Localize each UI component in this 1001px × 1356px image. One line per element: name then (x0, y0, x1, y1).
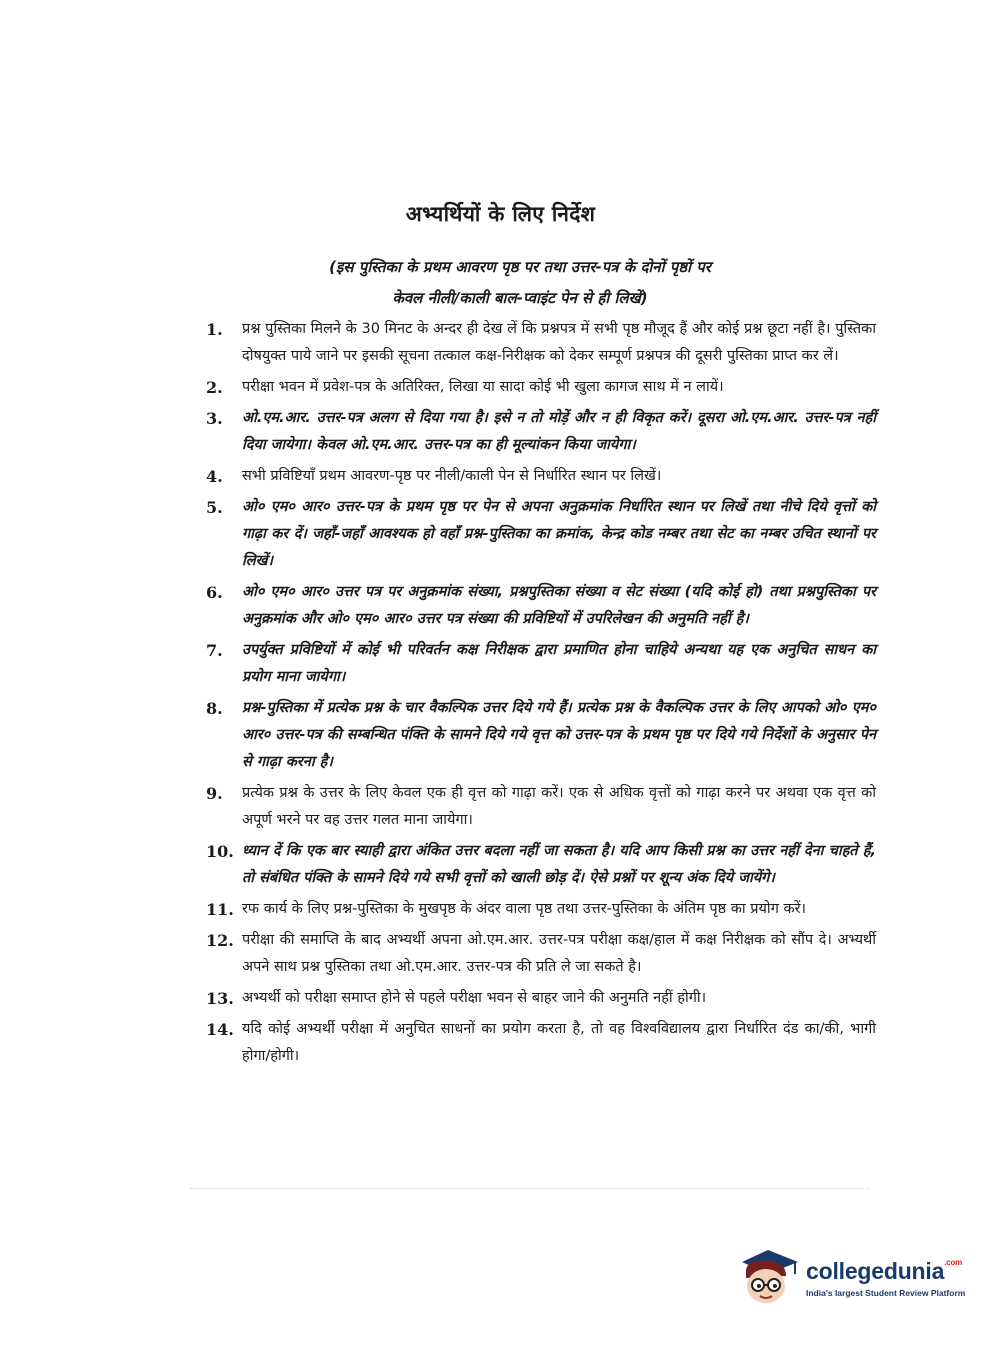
instruction-number: 4. (206, 467, 223, 486)
instruction-item (206, 1016, 876, 1070)
instruction-list (206, 316, 876, 1074)
instruction-number: 2. (206, 378, 223, 397)
instruction-number: 6. (206, 583, 223, 602)
instruction-item (206, 637, 876, 691)
instruction-text: परीक्षा भवन में प्रवेश-पत्र के अतिरिक्त, लिखा या सादा कोई भी खुला कागज साथ में न लायें। (242, 379, 724, 395)
instruction-number: 7. (206, 641, 223, 660)
instruction-text: उपर्युक्त प्रविष्टियों में कोई भी परिवर्तन कक्ष निरीक्षक द्वारा प्रमाणित होना चाहिये अन्यथा यह एक अनुचित साधन का प्रयोग माना जायेगा। (242, 642, 876, 685)
instruction-item (206, 316, 876, 370)
instruction-text: ओ.एम.आर. उत्तर-पत्र अलग से दिया गया है। इसे न तो मोड़ें और न ही विकृत करें। दूसरा ओ.एम.आर. उत्तर-पत्र नहीं दिया जायेगा। केवल ओ.एम.आर. उत्तर-पत्र का ही मूल्यांकन किया जायेगा। (242, 410, 876, 453)
instruction-number: 11. (206, 900, 234, 919)
instruction-text: रफ कार्य के लिए प्रश्न-पुस्तिका के मुखपृष्ठ के अंदर वाला पृष्ठ तथा उत्तर-पुस्तिका के अंतिम पृष्ठ का प्रयोग करें। (242, 901, 807, 917)
instruction-number: 12. (206, 931, 234, 950)
instruction-text: ध्यान दें कि एक बार स्याही द्वारा अंकित उत्तर बदला नहीं जा सकता है। यदि आप किसी प्रश्न का उत्तर नहीं देना चाहते हैं, तो संबंधित पंक्ति के सामने दिये गये सभी वृत्तों को खाली छोड़ दें। ऐसे प्रश्नों पर शून्य अंक दिये जायेंगे। (242, 843, 876, 886)
brand-domain-mark: .com (944, 1258, 963, 1267)
instruction-number: 10. (206, 842, 234, 861)
instruction-text: प्रश्न-पुस्तिका में प्रत्येक प्रश्न के चार वैकल्पिक उत्तर दिये गये हैं। प्रत्येक प्रश्न के वैकल्पिक उत्तर के लिए आपको ओ० एम० आर० उत्तर-पत्र की सम्बन्धित पंक्ति के सामने दिये गये वृत्त को उत्तर-पत्र के प्रथम पृष्ठ पर दिये गये निर्देशों के अनुसार पेन से गाढ़ा करना है। (242, 700, 876, 770)
brand-tagline: India's largest Student Review Platform (806, 1288, 966, 1298)
instruction-number: 13. (206, 989, 234, 1008)
document-subtitle (250, 252, 790, 314)
instruction-text: अभ्यर्थी को परीक्षा समाप्त होने से पहले परीक्षा भवन से बाहर जाने की अनुमति नहीं होगी। (242, 990, 707, 1006)
instruction-number: 9. (206, 784, 223, 803)
instruction-item (206, 463, 876, 490)
instruction-item (206, 927, 876, 981)
instruction-item (206, 405, 876, 459)
instruction-text: परीक्षा की समाप्ति के बाद अभ्यर्थी अपना ओ.एम.आर. उत्तर-पत्र परीक्षा कक्ष/हाल में कक्ष निरीक्षक को सौंप दे। अभ्यर्थी अपने साथ प्रश्न पुस्तिका तथा ओ.एम.आर. उत्तर-पत्र की प्रति ले जा सकते है। (242, 932, 876, 975)
subtitle-line-2: केवल नीली/काली बाल-प्वाइंट पेन से ही लिखें) (392, 289, 648, 307)
instruction-text: ओ० एम० आर० उत्तर-पत्र के प्रथम पृष्ठ पर पेन से अपना अनुक्रमांक निर्धारित स्थान पर लिखें तथा नीचे दिये वृत्तों को गाढ़ा कर दें। जहाँ-जहाँ आवश्यक हो वहाँ प्रश्न-पुस्तिका का क्रमांक, केन्द्र कोड नम्बर तथा सेट का नम्बर उचित स्थानों पर लिखें। (242, 499, 876, 569)
instruction-item (206, 896, 876, 923)
instruction-item (206, 494, 876, 575)
scan-dotted-line (190, 1188, 870, 1189)
brand-name-text: collegedunia (806, 1258, 945, 1284)
instruction-item (206, 374, 876, 401)
instruction-text: सभी प्रविष्टियाँ प्रथम आवरण-पृष्ठ पर नीली/काली पेन से निर्धारित स्थान पर लिखें। (242, 468, 662, 484)
instruction-item (206, 579, 876, 633)
document-title: अभ्यर्थियों के लिए निर्देश (405, 202, 596, 226)
instruction-number: 1. (206, 320, 223, 339)
brand-name (806, 1258, 962, 1285)
instruction-number: 5. (206, 498, 223, 517)
instruction-number: 8. (206, 699, 223, 718)
collegedunia-watermark (738, 1248, 973, 1308)
instruction-number: 3. (206, 409, 223, 428)
instruction-text: प्रश्न पुस्तिका मिलने के 30 मिनट के अन्दर ही देख लें कि प्रश्नपत्र में सभी पृष्ठ मौजूद हैं और कोई प्रश्न छूटा नहीं है। पुस्तिका दोषयुक्त पाये जाने पर इसकी सूचना तत्काल कक्ष-निरीक्षक को देकर सम्पूर्ण प्रश्नपत्र की दूसरी पुस्तिका प्राप्त कर लें। (242, 321, 876, 364)
subtitle-line-1: (इस पुस्तिका के प्रथम आवरण पृष्ठ पर तथा उत्तर-पत्र के दोनों पृष्ठों पर (329, 258, 711, 276)
instruction-item (206, 838, 876, 892)
instruction-text: ओ० एम० आर० उत्तर पत्र पर अनुक्रमांक संख्या, प्रश्नपुस्तिका संख्या व सेट संख्या (यदि कोई हो) तथा प्रश्नपुस्तिका पर अनुक्रमांक और ओ० एम० आर० उत्तर पत्र संख्या की प्रविष्टियों में उपरिलेखन की अनुमति नहीं है। (242, 584, 876, 627)
student-mascot-icon (738, 1248, 800, 1308)
instruction-item (206, 780, 876, 834)
instruction-number: 14. (206, 1020, 234, 1039)
instruction-text: प्रत्येक प्रश्न के उत्तर के लिए केवल एक ही वृत्त को गाढ़ा करें। एक से अधिक वृत्तों को गाढ़ा करने पर अथवा एक वृत्त को अपूर्ण भरने पर वह उत्तर गलत माना जायेगा। (242, 785, 876, 828)
instruction-text: यदि कोई अभ्यर्थी परीक्षा में अनुचित साधनों का प्रयोग करता है, तो वह विश्वविद्यालय द्वारा निर्धारित दंड का/की, भागी होगा/होगी। (242, 1021, 876, 1064)
instruction-item (206, 695, 876, 776)
instruction-item (206, 985, 876, 1012)
